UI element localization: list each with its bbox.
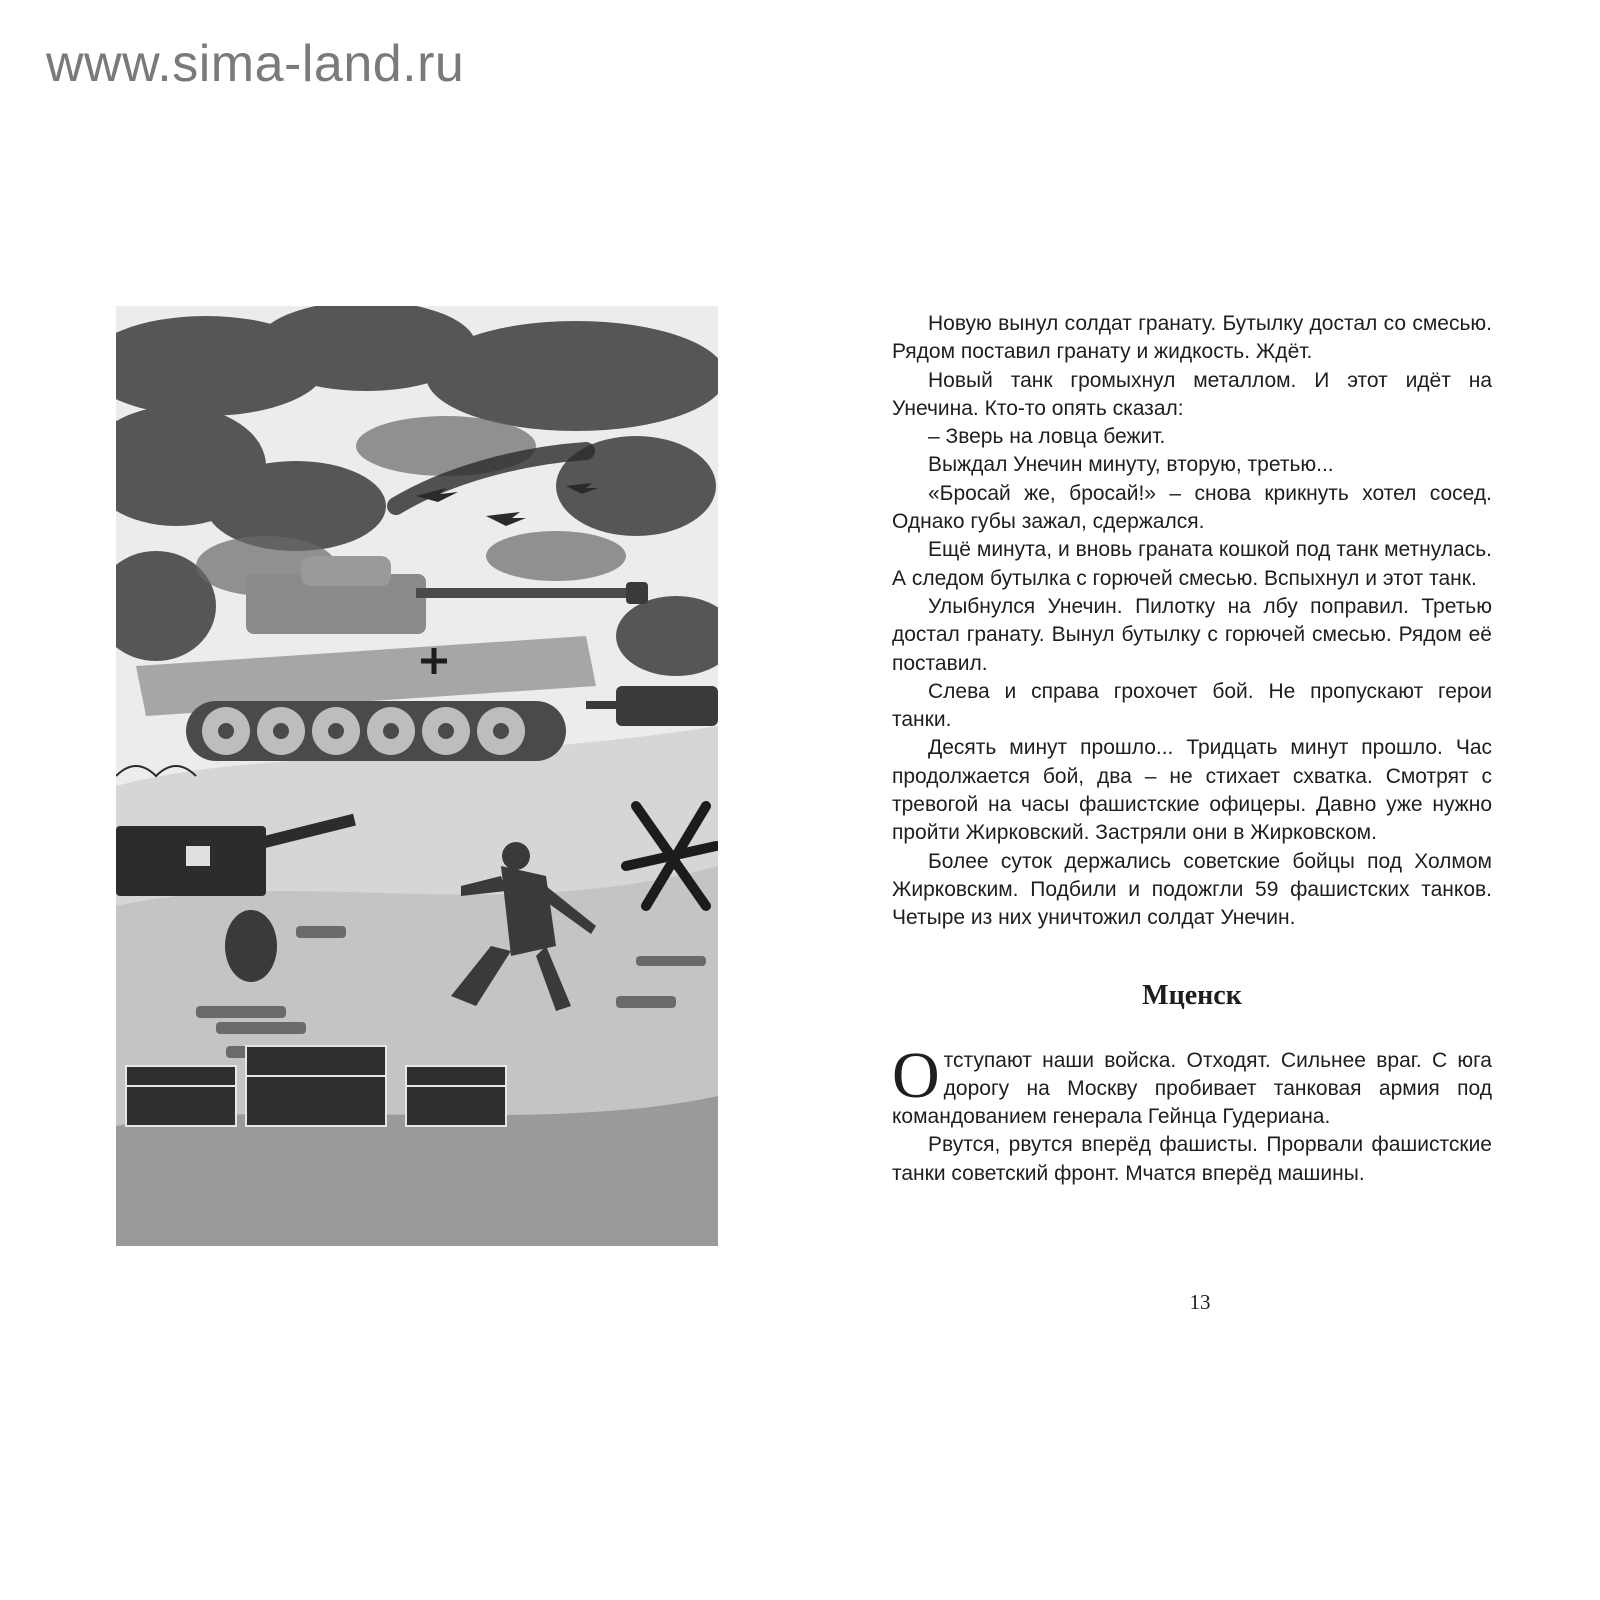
paragraph: Выждал Унечин минуту, вторую, третью... (928, 453, 1334, 477)
tank-battle-illustration (116, 306, 718, 1246)
page-number: 13 (1189, 1290, 1211, 1314)
paragraph: Новый танк громыхнул металлом. И этот идёт на Унечина. Кто-то опять сказал: (892, 368, 1492, 420)
watermark-text: www.sima-land.ru (46, 35, 465, 93)
chapter-title: Мценск (1142, 979, 1242, 1011)
paragraph: Улыбнулся Унечин. Пилотку на лбу поправил. Третью достал гранату. Вынул бутылку с горючей смесью. Рядом её поставил. (892, 594, 1492, 675)
text-column (892, 310, 1492, 1188)
paragraph: Рвутся, рвутся вперёд фашисты. Прорвали фашистские танки советский фронт. Мчатся вперёд машины. (892, 1133, 1492, 1185)
paragraph: Более суток держались советские бойцы под Холмом Жирковским. Подбили и подожгли 59 фашистских танков. Четыре из них уничтожил солдат Унечин. (892, 849, 1492, 930)
chapter-first-paragraph-text: тступают наши войска. Отходят. Сильнее враг. С юга дорогу на Москву пробивает танковая армия под командованием генерала Гейнца Гудериана. (892, 1048, 1492, 1129)
paragraph: Слева и справа грохочет бой. Не пропускают герои танки. (892, 679, 1492, 732)
paragraph: Десять минут прошло... Тридцать минут прошло. Час продолжается бой, два – не стихает схватка. Смотрят с тревогой на часы фашистские офицеры. Давно уже нужно пройти Жирковский. Застряли они в Жирковском. (892, 736, 1492, 845)
paragraph: Новую вынул солдат гранату. Бутылку достал со смесью. Рядом поставил гранату и жидкость. Ждёт. (892, 312, 1492, 364)
chapter-first-paragraph (892, 1038, 1492, 1132)
paragraph: «Бросай же, бросай!» – снова крикнуть хотел сосед. Однако губы зажал, сдержался. (892, 481, 1492, 534)
paragraph: Ещё минута, и вновь граната кошкой под танк метнулась. А следом бутылка с горючей смесью. Вспыхнул и этот танк. (892, 538, 1492, 590)
paragraph: – Зверь на ловца бежит. (928, 425, 1166, 449)
illustration-artwork (116, 306, 718, 1246)
drop-cap: О (892, 1038, 940, 1112)
